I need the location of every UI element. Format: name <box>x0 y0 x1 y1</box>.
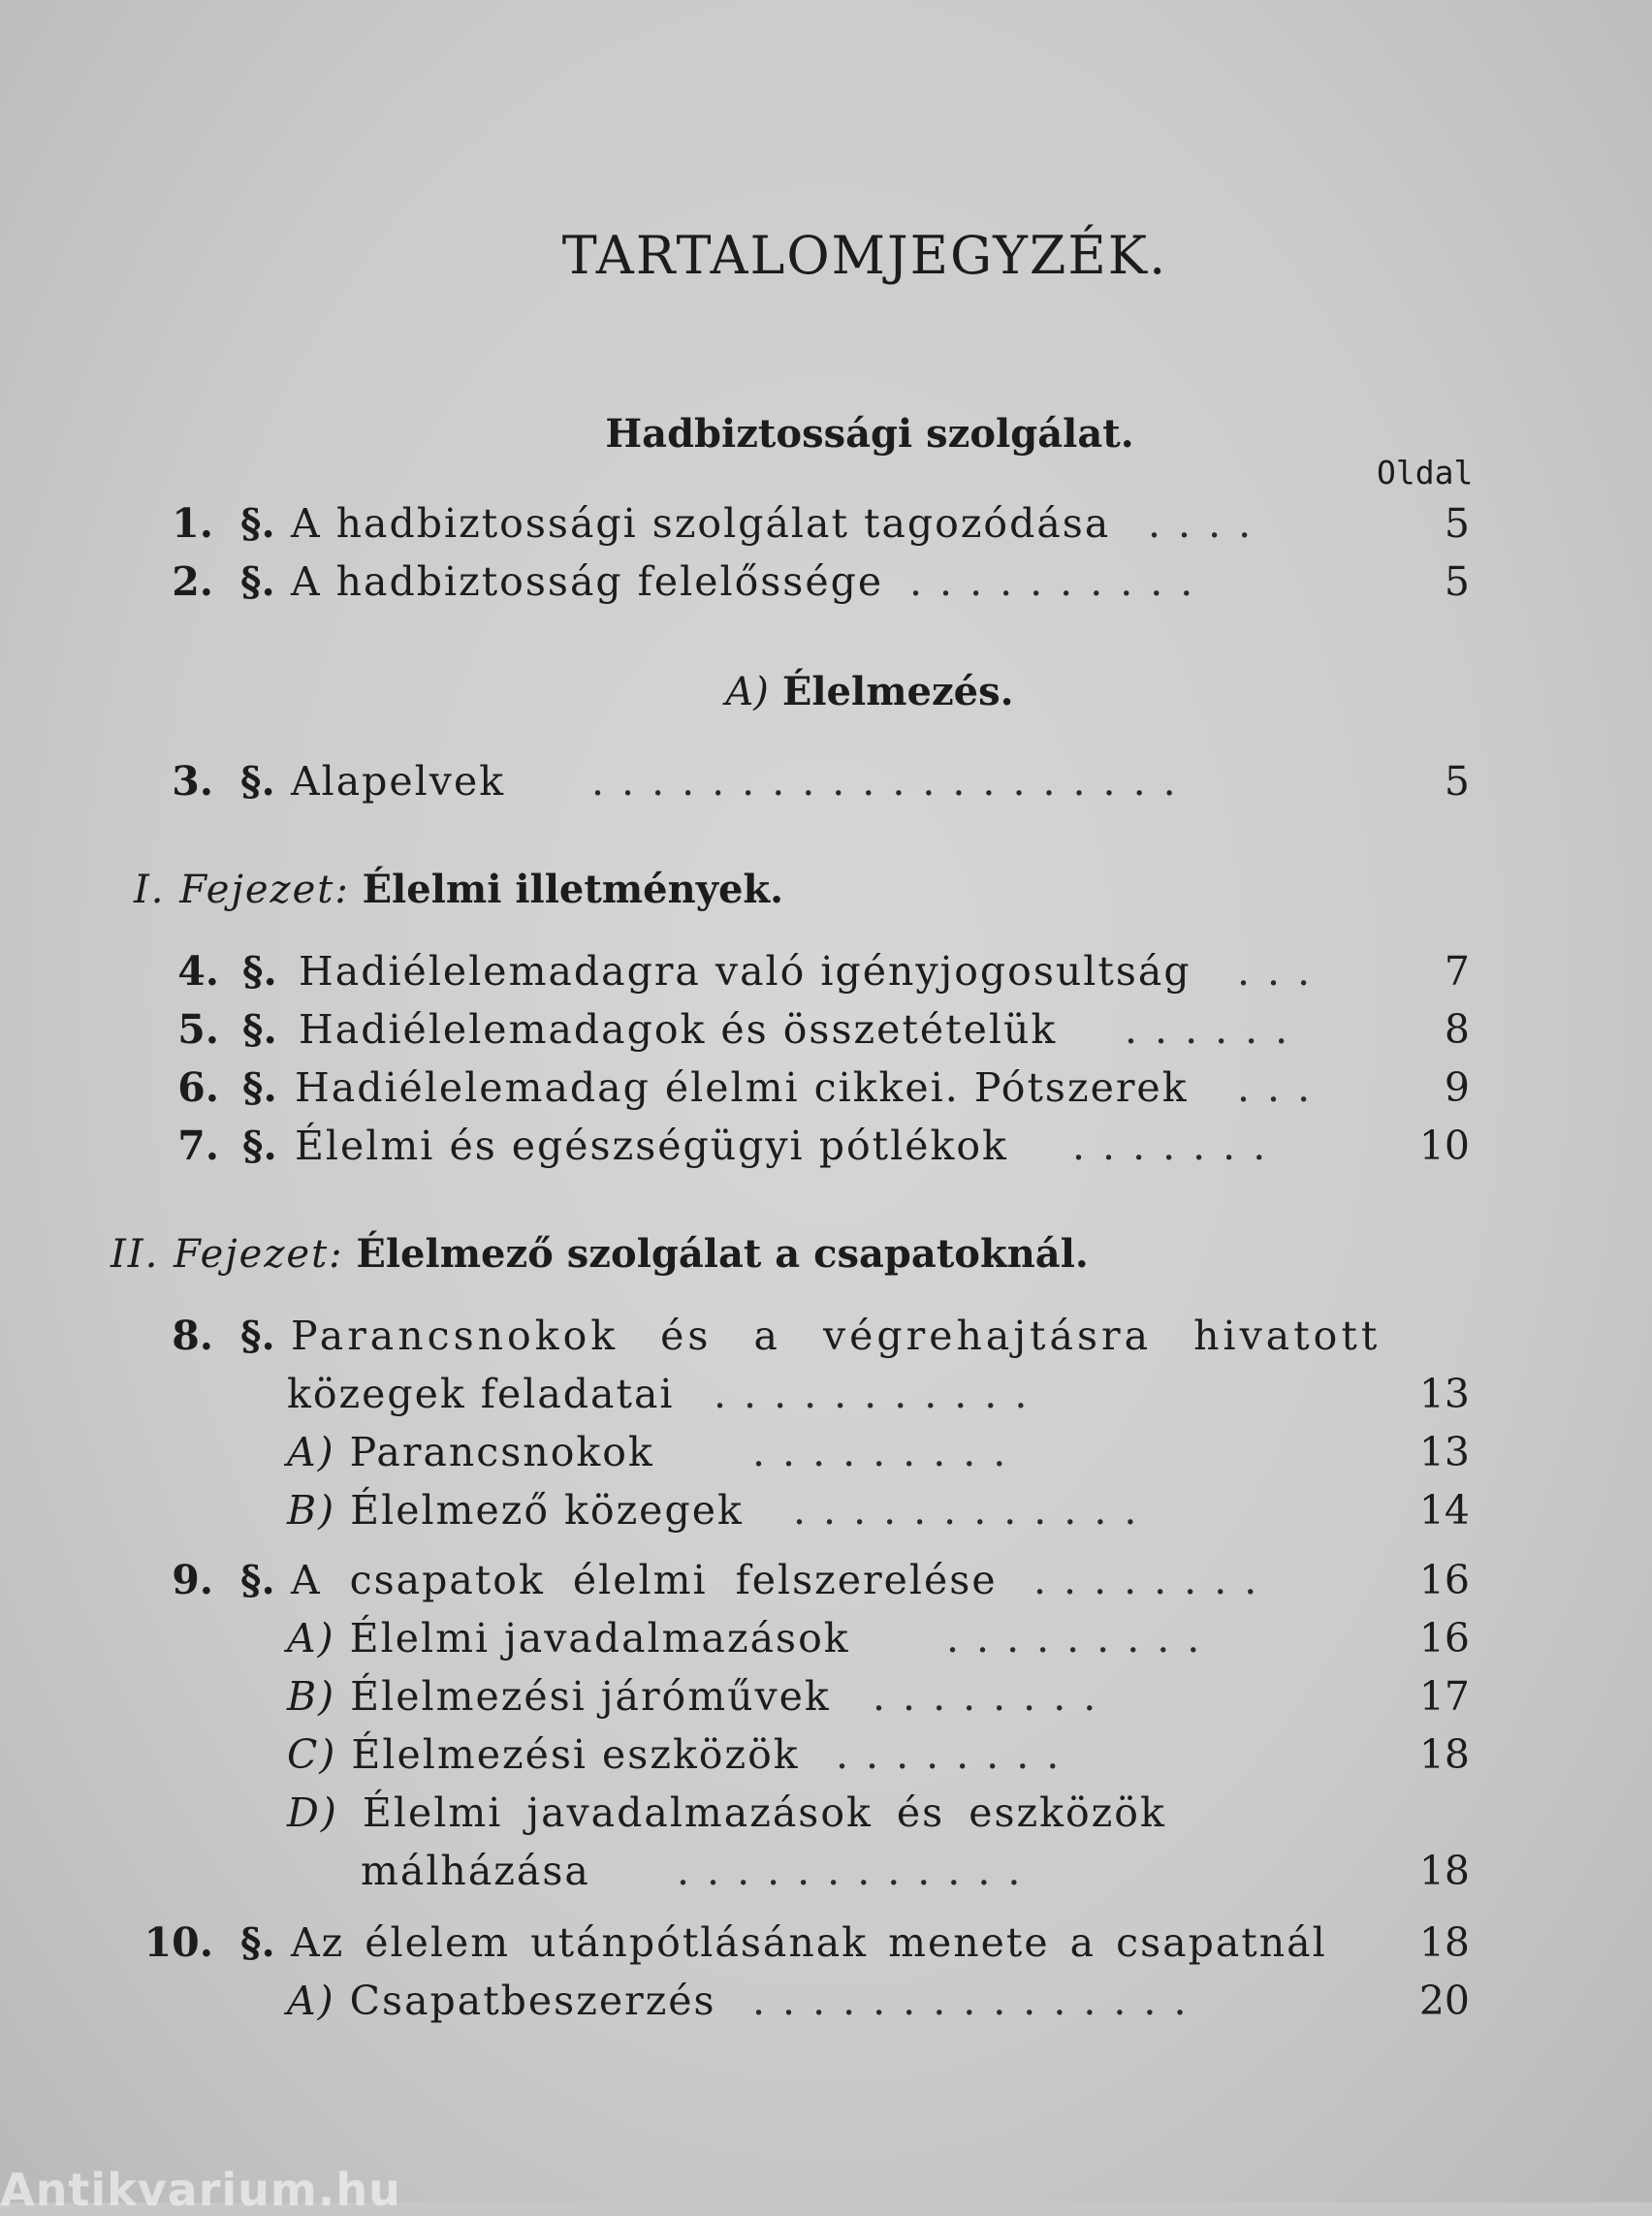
sub-text: Élelmezési eszközök <box>351 1731 800 1778</box>
toc-text <box>287 1615 850 1662</box>
toc-page: 8 <box>1444 1006 1470 1053</box>
toc-text <box>287 1673 831 1720</box>
sub-label: D) <box>287 1789 338 1836</box>
section-sign: §. <box>240 1919 275 1966</box>
section-sign: §. <box>242 1064 277 1111</box>
toc-number: 7. <box>177 1123 219 1169</box>
sub-label: A) <box>287 1429 335 1475</box>
toc-row <box>0 1919 1652 1974</box>
toc-row <box>0 500 1652 554</box>
toc-subrow <box>0 1487 1652 1541</box>
chapter-title: Élelmi illetmények. <box>362 867 784 912</box>
toc-row-continuation <box>0 1848 1652 1902</box>
toc-page: 18 <box>1418 1848 1470 1894</box>
toc-page: 18 <box>1418 1919 1470 1966</box>
oldal-column-header: Oldal <box>1377 454 1474 491</box>
section-sign: §. <box>240 558 275 605</box>
chapter-title: Élelmező szolgálat a csapatoknál. <box>356 1231 1089 1277</box>
section-sign: §. <box>240 758 275 805</box>
toc-text: málházása <box>361 1848 590 1894</box>
toc-leader: .... <box>1148 500 1269 547</box>
toc-number: 1. <box>172 500 213 547</box>
toc-text: közegek feladatai <box>287 1371 675 1417</box>
toc-leader: ... <box>1237 1064 1328 1111</box>
toc-leader: ........ <box>1033 1557 1275 1603</box>
page-title: TARTALOMJEGYZÉK. <box>561 225 1168 286</box>
toc-text: Parancsnokok és a végrehajtásra hivatott <box>291 1313 1382 1359</box>
toc-leader: ............... <box>752 1978 1204 2024</box>
toc-text <box>287 1429 654 1475</box>
toc-text: A hadbiztosság felelőssége <box>291 558 884 605</box>
toc-text <box>287 1789 1166 1836</box>
toc-leader: .......... <box>909 558 1211 605</box>
toc-subrow <box>0 1673 1652 1727</box>
toc-row <box>0 1123 1652 1177</box>
toc-text: Alapelvek <box>291 758 506 805</box>
toc-leader: ......... <box>752 1429 1024 1475</box>
toc-page: 13 <box>1418 1371 1470 1417</box>
toc-row-continuation <box>0 1371 1652 1425</box>
toc-leader: ...... <box>1125 1006 1306 1053</box>
toc-subrow <box>0 1429 1652 1483</box>
watermark: Antikvarium.hu <box>0 2164 401 2216</box>
toc-page: 5 <box>1444 758 1470 805</box>
toc-subrow <box>0 1615 1652 1669</box>
toc-row <box>0 558 1652 613</box>
toc-text: Az élelem utánpótlásának menete a csapatnál <box>291 1919 1327 1966</box>
toc-row <box>0 1006 1652 1061</box>
toc-text <box>287 1978 716 2024</box>
section-sign: §. <box>240 1557 275 1603</box>
sub-label: B) <box>287 1487 336 1534</box>
toc-leader: ........ <box>873 1673 1114 1720</box>
section-heading-elelmezes <box>0 669 1652 714</box>
toc-leader: ......... <box>946 1615 1218 1662</box>
toc-leader: ............ <box>677 1848 1038 1894</box>
sub-text: Élelmezési járóművek <box>350 1673 831 1720</box>
toc-page: 16 <box>1418 1615 1470 1662</box>
toc-text: A hadbiztossági szolgálat tagozódása <box>291 500 1111 547</box>
toc-number: 6. <box>177 1064 219 1111</box>
toc-row <box>0 758 1652 812</box>
toc-leader: ....... <box>1072 1123 1284 1169</box>
toc-text: Hadiélelemadagok és összetételük <box>299 1006 1058 1053</box>
chapter-label: I. Fejezet: <box>134 868 350 912</box>
toc-number: 8. <box>172 1313 213 1359</box>
toc-number: 9. <box>172 1557 213 1603</box>
toc-leader: ............ <box>793 1487 1155 1534</box>
toc-leader: ........... <box>714 1371 1045 1417</box>
sub-text: Élelmi javadalmazások és eszközök <box>362 1789 1166 1836</box>
toc-page: 5 <box>1444 500 1470 547</box>
toc-page: 14 <box>1418 1487 1470 1534</box>
section-sign: §. <box>240 1313 275 1359</box>
sub-label: C) <box>287 1731 337 1778</box>
toc-number: 5. <box>177 1006 219 1053</box>
toc-row <box>0 948 1652 1002</box>
sub-label: B) <box>287 1673 336 1720</box>
toc-number: 2. <box>172 558 213 605</box>
toc-subrow <box>0 1731 1652 1786</box>
sub-label: A) <box>287 1615 335 1662</box>
toc-page: 17 <box>1418 1673 1470 1720</box>
chapter-heading-2 <box>111 1231 1089 1277</box>
toc-page: 7 <box>1444 948 1470 995</box>
toc-number: 4. <box>177 948 219 995</box>
chapter-label: II. Fejezet: <box>111 1232 344 1277</box>
toc-leader: ........ <box>836 1731 1077 1778</box>
toc-row <box>0 1064 1652 1119</box>
toc-text: Hadiélelemadag élelmi cikkei. Pótszerek <box>295 1064 1189 1111</box>
toc-leader: ... <box>1237 948 1328 995</box>
toc-text: Hadiélelemadagra való igényjogosultság <box>299 948 1191 995</box>
toc-text <box>287 1731 800 1778</box>
toc-text: A csapatok élelmi felszerelése <box>291 1557 998 1603</box>
toc-subrow <box>0 1978 1652 2032</box>
toc-subrow <box>0 1789 1652 1844</box>
toc-page: 20 <box>1418 1978 1470 2024</box>
toc-page: 16 <box>1418 1557 1470 1603</box>
section-heading-hadbiztossagi: Hadbiztossági szolgálat. <box>605 411 1134 457</box>
section-sign: §. <box>242 1123 277 1169</box>
sub-text: Élelmező közegek <box>350 1487 744 1534</box>
toc-row <box>0 1557 1652 1611</box>
toc-page: 9 <box>1444 1064 1470 1111</box>
section-sign: §. <box>242 1006 277 1053</box>
sub-text: Csapatbeszerzés <box>349 1978 716 2024</box>
section-title: Élelmezés. <box>781 669 1014 714</box>
section-sign: §. <box>242 948 277 995</box>
toc-leader: .................... <box>591 758 1193 805</box>
section-label: A) <box>725 670 769 714</box>
toc-number: 10. <box>143 1919 213 1966</box>
toc-row <box>0 1313 1652 1367</box>
sub-text: Parancsnokok <box>349 1429 654 1475</box>
toc-number: 3. <box>172 758 213 805</box>
sub-label: A) <box>287 1978 335 2024</box>
sub-text: Élelmi javadalmazások <box>349 1615 850 1662</box>
toc-text: Élelmi és egészségügyi pótlékok <box>295 1123 1008 1169</box>
section-sign: §. <box>240 500 275 547</box>
toc-page: 13 <box>1418 1429 1470 1475</box>
toc-page: 18 <box>1418 1731 1470 1778</box>
toc-page: 5 <box>1444 558 1470 605</box>
toc-text <box>287 1487 744 1534</box>
chapter-heading-1 <box>134 867 783 912</box>
toc-page: 10 <box>1418 1123 1470 1169</box>
